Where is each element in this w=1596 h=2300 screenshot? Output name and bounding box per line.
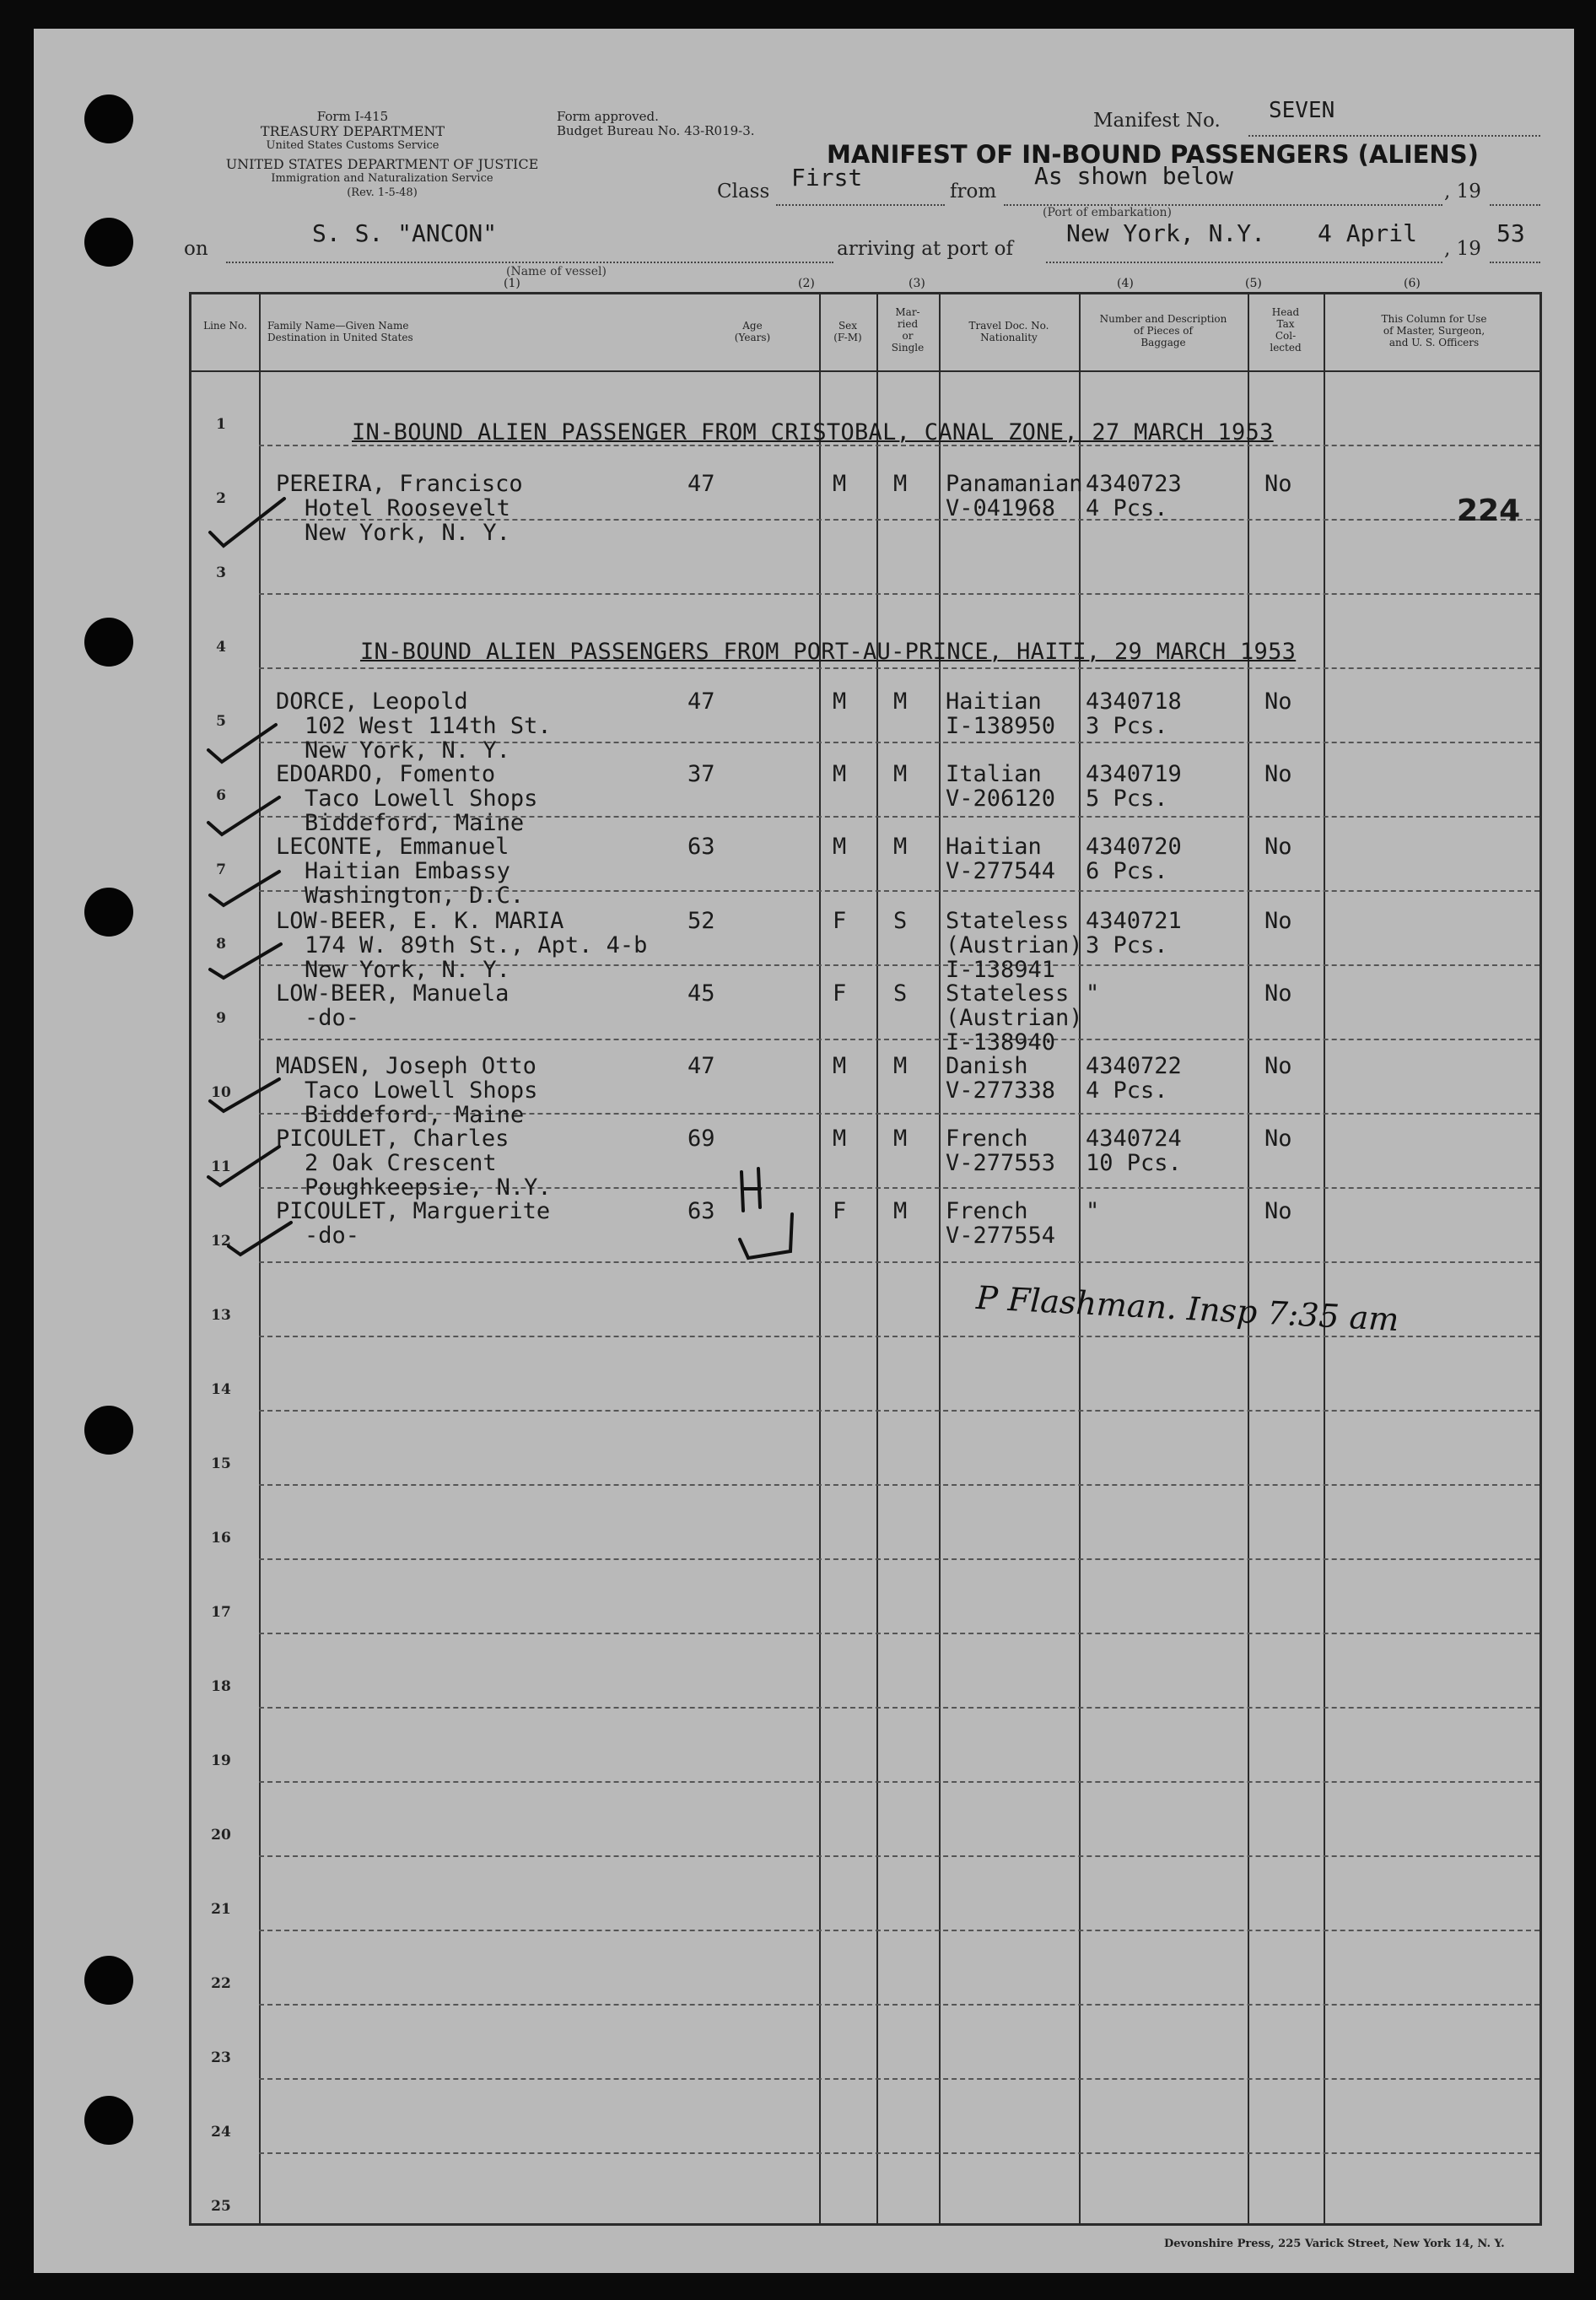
passenger-destination: Poughkeepsie, N.Y. <box>305 1174 552 1201</box>
passenger-sex: M <box>833 1053 847 1079</box>
passenger-destination: Taco Lowell Shops <box>305 786 538 812</box>
passenger-marital-status: S <box>893 908 908 934</box>
passenger-travel-doc: Panamanian <box>946 471 1083 497</box>
line-number: 21 <box>211 1901 231 1918</box>
tally-mark-icon <box>740 1214 792 1258</box>
passenger-travel-doc: V-277554 <box>946 1223 1056 1249</box>
passenger-age: 47 <box>687 1053 715 1079</box>
passenger-travel-doc: Italian <box>946 761 1042 787</box>
binder-hole <box>84 2096 133 2145</box>
col-header-baggage: Number and Description of Pieces of Baggage <box>1099 313 1227 348</box>
passenger-travel-doc: Haitian <box>946 688 1042 715</box>
approval-note <box>557 110 755 138</box>
year-line <box>1490 204 1540 206</box>
passenger-baggage: 4340721 <box>1086 908 1182 934</box>
passenger-baggage: 5 Pcs. <box>1086 786 1168 812</box>
passenger-age: 45 <box>687 980 715 1007</box>
line-number: 19 <box>211 1752 231 1769</box>
passenger-sex: M <box>833 688 847 715</box>
passenger-baggage: 3 Pcs. <box>1086 713 1168 739</box>
passenger-head-tax: No <box>1264 908 1292 934</box>
passenger-marital-status: M <box>893 834 908 860</box>
passenger-travel-doc: (Austrian) <box>946 932 1083 958</box>
passenger-sex: M <box>833 1126 847 1152</box>
row-rule <box>259 1707 1539 1709</box>
passenger-baggage: " <box>1086 980 1100 1007</box>
form-number <box>260 110 445 153</box>
passenger-destination: Hotel Roosevelt <box>305 495 510 521</box>
passenger-baggage: 4 Pcs. <box>1086 1077 1168 1104</box>
passenger-marital-status: M <box>893 1198 908 1224</box>
class-label: Class <box>717 181 770 202</box>
line-number: 22 <box>211 1975 231 1992</box>
col-number: (4) <box>1117 277 1134 290</box>
row-rule <box>259 1336 1539 1337</box>
col-header-officers: This Column for Use of Master, Surgeon, and U. S. Officers <box>1381 313 1487 348</box>
year-label: , 19 <box>1444 181 1481 202</box>
row-rule <box>259 1558 1539 1560</box>
col-number: (3) <box>909 277 925 290</box>
passenger-marital-status: M <box>893 688 908 715</box>
passenger-destination: New York, N. Y. <box>305 957 510 983</box>
passenger-sex: M <box>833 471 847 497</box>
section-heading: IN-BOUND ALIEN PASSENGER FROM CRISTOBAL, CANAL ZONE, 27 MARCH 1953 <box>352 419 1274 445</box>
passenger-head-tax: No <box>1264 980 1292 1007</box>
passenger-age: 63 <box>687 834 715 860</box>
passenger-destination: 174 W. 89th St., Apt. 4-b <box>305 932 648 958</box>
row-rule <box>259 1484 1539 1486</box>
passenger-travel-doc: I-138940 <box>946 1029 1056 1056</box>
passenger-head-tax: No <box>1264 834 1292 860</box>
col-header-travel: Travel Doc. No. Nationality <box>968 320 1049 343</box>
passenger-destination: Biddeford, Maine <box>305 810 525 836</box>
passenger-travel-doc: I-138941 <box>946 957 1056 983</box>
binder-hole <box>84 218 133 267</box>
passenger-baggage: 4340724 <box>1086 1126 1182 1152</box>
line-number: 8 <box>216 936 226 953</box>
line-number: 20 <box>211 1827 231 1844</box>
passenger-head-tax: No <box>1264 688 1292 715</box>
col-divider <box>1248 294 1249 2223</box>
line-number: 15 <box>211 1455 231 1472</box>
section-heading: IN-BOUND ALIEN PASSENGERS FROM PORT-AU-PRINCE, HAITI, 29 MARCH 1953 <box>360 639 1297 665</box>
form-line: United States Customs Service <box>266 139 439 152</box>
row-rule <box>259 593 1539 595</box>
arrival-year-line <box>1490 262 1540 263</box>
passenger-table <box>189 292 1542 2226</box>
passenger-travel-doc: V-277553 <box>946 1150 1056 1176</box>
line-number: 18 <box>211 1678 231 1695</box>
col-header-name: Family Name—Given Name Destination in United States <box>267 320 413 343</box>
passenger-destination: New York, N. Y. <box>305 520 510 546</box>
line-number: 11 <box>211 1158 231 1175</box>
col-divider <box>1079 294 1081 2223</box>
passenger-head-tax: No <box>1264 1198 1292 1224</box>
printer-imprint: Devonshire Press, 225 Varick Street, New York 14, N. Y. <box>1164 2238 1505 2250</box>
line-number: 2 <box>216 490 226 507</box>
manifest-no-label: Manifest No. <box>1093 110 1221 132</box>
passenger-destination: 102 West 114th St. <box>305 713 552 739</box>
line-number: 1 <box>216 416 226 433</box>
line-number: 10 <box>211 1084 231 1101</box>
row-rule <box>259 1410 1539 1412</box>
col-number: (6) <box>1404 277 1421 290</box>
arrival-line <box>1046 262 1442 263</box>
arriving-label: arriving at port of <box>837 238 1013 260</box>
on-label: on <box>184 238 208 260</box>
passenger-baggage: " <box>1086 1198 1100 1224</box>
header-divider <box>191 370 1539 372</box>
passenger-destination: -do- <box>305 1223 360 1249</box>
passenger-name: LECONTE, Emmanuel <box>276 834 510 860</box>
tally-mark-icon <box>741 1169 760 1211</box>
from-value: As shown below <box>1034 162 1234 190</box>
justice-line: (Rev. 1-5-48) <box>347 186 418 199</box>
passenger-sex: M <box>833 761 847 787</box>
passenger-age: 69 <box>687 1126 715 1152</box>
line-number: 9 <box>216 1010 226 1027</box>
row-rule <box>259 1261 1539 1263</box>
year-label-2: , 19 <box>1444 238 1481 260</box>
passenger-travel-doc: French <box>946 1198 1028 1224</box>
passenger-destination: Haitian Embassy <box>305 858 510 884</box>
col-divider <box>939 294 941 2223</box>
vessel-caption: (Name of vessel) <box>506 265 607 278</box>
passenger-age: 63 <box>687 1198 715 1224</box>
passenger-travel-doc: Stateless <box>946 980 1070 1007</box>
manifest-no-line <box>1248 135 1540 137</box>
from-label: from <box>950 181 997 202</box>
embarkation-caption: (Port of embarkation) <box>1043 206 1172 219</box>
class-line <box>776 204 945 206</box>
passenger-name: DORCE, Leopold <box>276 688 468 715</box>
row-rule <box>259 2004 1539 2006</box>
passenger-travel-doc: V-041968 <box>946 495 1056 521</box>
passenger-travel-doc: V-206120 <box>946 786 1056 812</box>
page-title: MANIFEST OF IN-BOUND PASSENGERS (ALIENS) <box>827 140 1479 169</box>
passenger-baggage: 4340722 <box>1086 1053 1182 1079</box>
line-number: 24 <box>211 2124 231 2141</box>
binder-hole <box>84 94 133 143</box>
col-header-married: Mar- ried or Single <box>891 306 925 354</box>
line-number: 16 <box>211 1530 231 1547</box>
passenger-travel-doc: French <box>946 1126 1028 1152</box>
form-line: TREASURY DEPARTMENT <box>260 123 445 139</box>
passenger-age: 47 <box>687 471 715 497</box>
binder-hole <box>84 618 133 667</box>
justice-line: UNITED STATES DEPARTMENT OF JUSTICE <box>225 156 539 172</box>
row-rule <box>259 2152 1539 2154</box>
col-divider <box>259 294 261 2223</box>
line-number: 5 <box>216 713 226 730</box>
row-rule <box>259 1039 1539 1040</box>
passenger-name: PICOULET, Charles <box>276 1126 510 1152</box>
passenger-baggage: 6 Pcs. <box>1086 858 1168 884</box>
col-header-sex: Sex (F-M) <box>833 320 862 343</box>
passenger-name: EDOARDO, Fomento <box>276 761 496 787</box>
passenger-marital-status: M <box>893 1053 908 1079</box>
passenger-age: 37 <box>687 761 715 787</box>
line-number: 23 <box>211 2049 231 2066</box>
passenger-sex: F <box>833 980 847 1007</box>
passenger-destination: 2 Oak Crescent <box>305 1150 497 1176</box>
form-line: Form I-415 <box>316 109 389 124</box>
line-number: 13 <box>211 1307 231 1324</box>
row-rule <box>259 667 1539 669</box>
class-value: First <box>791 164 863 192</box>
passenger-head-tax: No <box>1264 1053 1292 1079</box>
col-header-tax: Head Tax Col- lected <box>1270 306 1302 354</box>
arrival-date: 4 April <box>1318 219 1418 247</box>
passenger-age: 47 <box>687 688 715 715</box>
check-mark-icon <box>208 725 276 762</box>
line-number: 7 <box>216 861 226 878</box>
passenger-baggage: 4340720 <box>1086 834 1182 860</box>
officer-number: 224 <box>1457 494 1521 528</box>
passenger-travel-doc: Danish <box>946 1053 1028 1079</box>
passenger-sex: F <box>833 1198 847 1224</box>
arrival-port: New York, N.Y. <box>1066 219 1266 247</box>
manifest-sheet <box>34 29 1574 2273</box>
passenger-destination: New York, N. Y. <box>305 737 510 764</box>
passenger-baggage: 4340718 <box>1086 688 1182 715</box>
passenger-travel-doc: I-138950 <box>946 713 1056 739</box>
passenger-marital-status: M <box>893 761 908 787</box>
passenger-head-tax: No <box>1264 761 1292 787</box>
passenger-travel-doc: V-277338 <box>946 1077 1056 1104</box>
passenger-sex: M <box>833 834 847 860</box>
passenger-name: MADSEN, Joseph Otto <box>276 1053 536 1079</box>
binder-hole <box>84 1406 133 1455</box>
line-number: 3 <box>216 564 226 581</box>
passenger-baggage: 10 Pcs. <box>1086 1150 1182 1176</box>
passenger-marital-status: S <box>893 980 908 1007</box>
col-divider <box>876 294 878 2223</box>
passenger-destination: -do- <box>305 1005 360 1031</box>
col-divider <box>819 294 821 2223</box>
passenger-travel-doc: (Austrian) <box>946 1005 1083 1031</box>
passenger-destination: Taco Lowell Shops <box>305 1077 538 1104</box>
row-rule <box>259 1930 1539 1931</box>
passenger-baggage: 4340723 <box>1086 471 1182 497</box>
passenger-marital-status: M <box>893 1126 908 1152</box>
passenger-sex: F <box>833 908 847 934</box>
binder-hole <box>84 888 133 937</box>
approval-line: Form approved. <box>557 109 659 124</box>
row-rule <box>259 1781 1539 1783</box>
passenger-baggage: 4340719 <box>1086 761 1182 787</box>
line-number: 14 <box>211 1381 231 1398</box>
passenger-head-tax: No <box>1264 471 1292 497</box>
passenger-marital-status: M <box>893 471 908 497</box>
binder-hole <box>84 1956 133 2005</box>
col-number: (5) <box>1245 277 1262 290</box>
passenger-name: PEREIRA, Francisco <box>276 471 523 497</box>
arrival-year: 53 <box>1496 219 1525 247</box>
line-number: 4 <box>216 639 226 656</box>
manifest-no-value: SEVEN <box>1269 98 1335 123</box>
approval-line: Budget Bureau No. 43-R019-3. <box>557 123 755 138</box>
line-number: 6 <box>216 787 226 804</box>
passenger-head-tax: No <box>1264 1126 1292 1152</box>
col-number: (1) <box>504 277 520 290</box>
passenger-baggage: 4 Pcs. <box>1086 495 1168 521</box>
passenger-age: 52 <box>687 908 715 934</box>
vessel-line <box>226 262 833 263</box>
justice-line: Immigration and Naturalization Service <box>271 172 493 185</box>
line-number: 17 <box>211 1604 231 1621</box>
inspector-signature: P Flashman. Insp 7:35 am <box>975 1278 1400 1339</box>
line-number: 12 <box>211 1233 231 1250</box>
col-header-age: Age (Years) <box>734 320 771 343</box>
passenger-destination: Biddeford, Maine <box>305 1102 525 1128</box>
passenger-travel-doc: Haitian <box>946 834 1042 860</box>
row-rule <box>259 2078 1539 2080</box>
passenger-name: LOW-BEER, E. K. MARIA <box>276 908 564 934</box>
passenger-travel-doc: Stateless <box>946 908 1070 934</box>
passenger-name: PICOULET, Marguerite <box>276 1198 551 1224</box>
passenger-travel-doc: V-277544 <box>946 858 1056 884</box>
passenger-destination: Washington, D.C. <box>305 883 525 909</box>
vessel-name: S. S. "ANCON" <box>312 219 498 247</box>
row-rule <box>259 1855 1539 1857</box>
department-justice <box>184 157 580 200</box>
passenger-baggage: 3 Pcs. <box>1086 932 1168 958</box>
col-number: (2) <box>798 277 815 290</box>
line-number: 25 <box>211 2198 231 2215</box>
col-header-line: Line No. <box>203 320 247 332</box>
row-rule <box>259 1633 1539 1634</box>
col-divider <box>1324 294 1325 2223</box>
passenger-name: LOW-BEER, Manuela <box>276 980 510 1007</box>
